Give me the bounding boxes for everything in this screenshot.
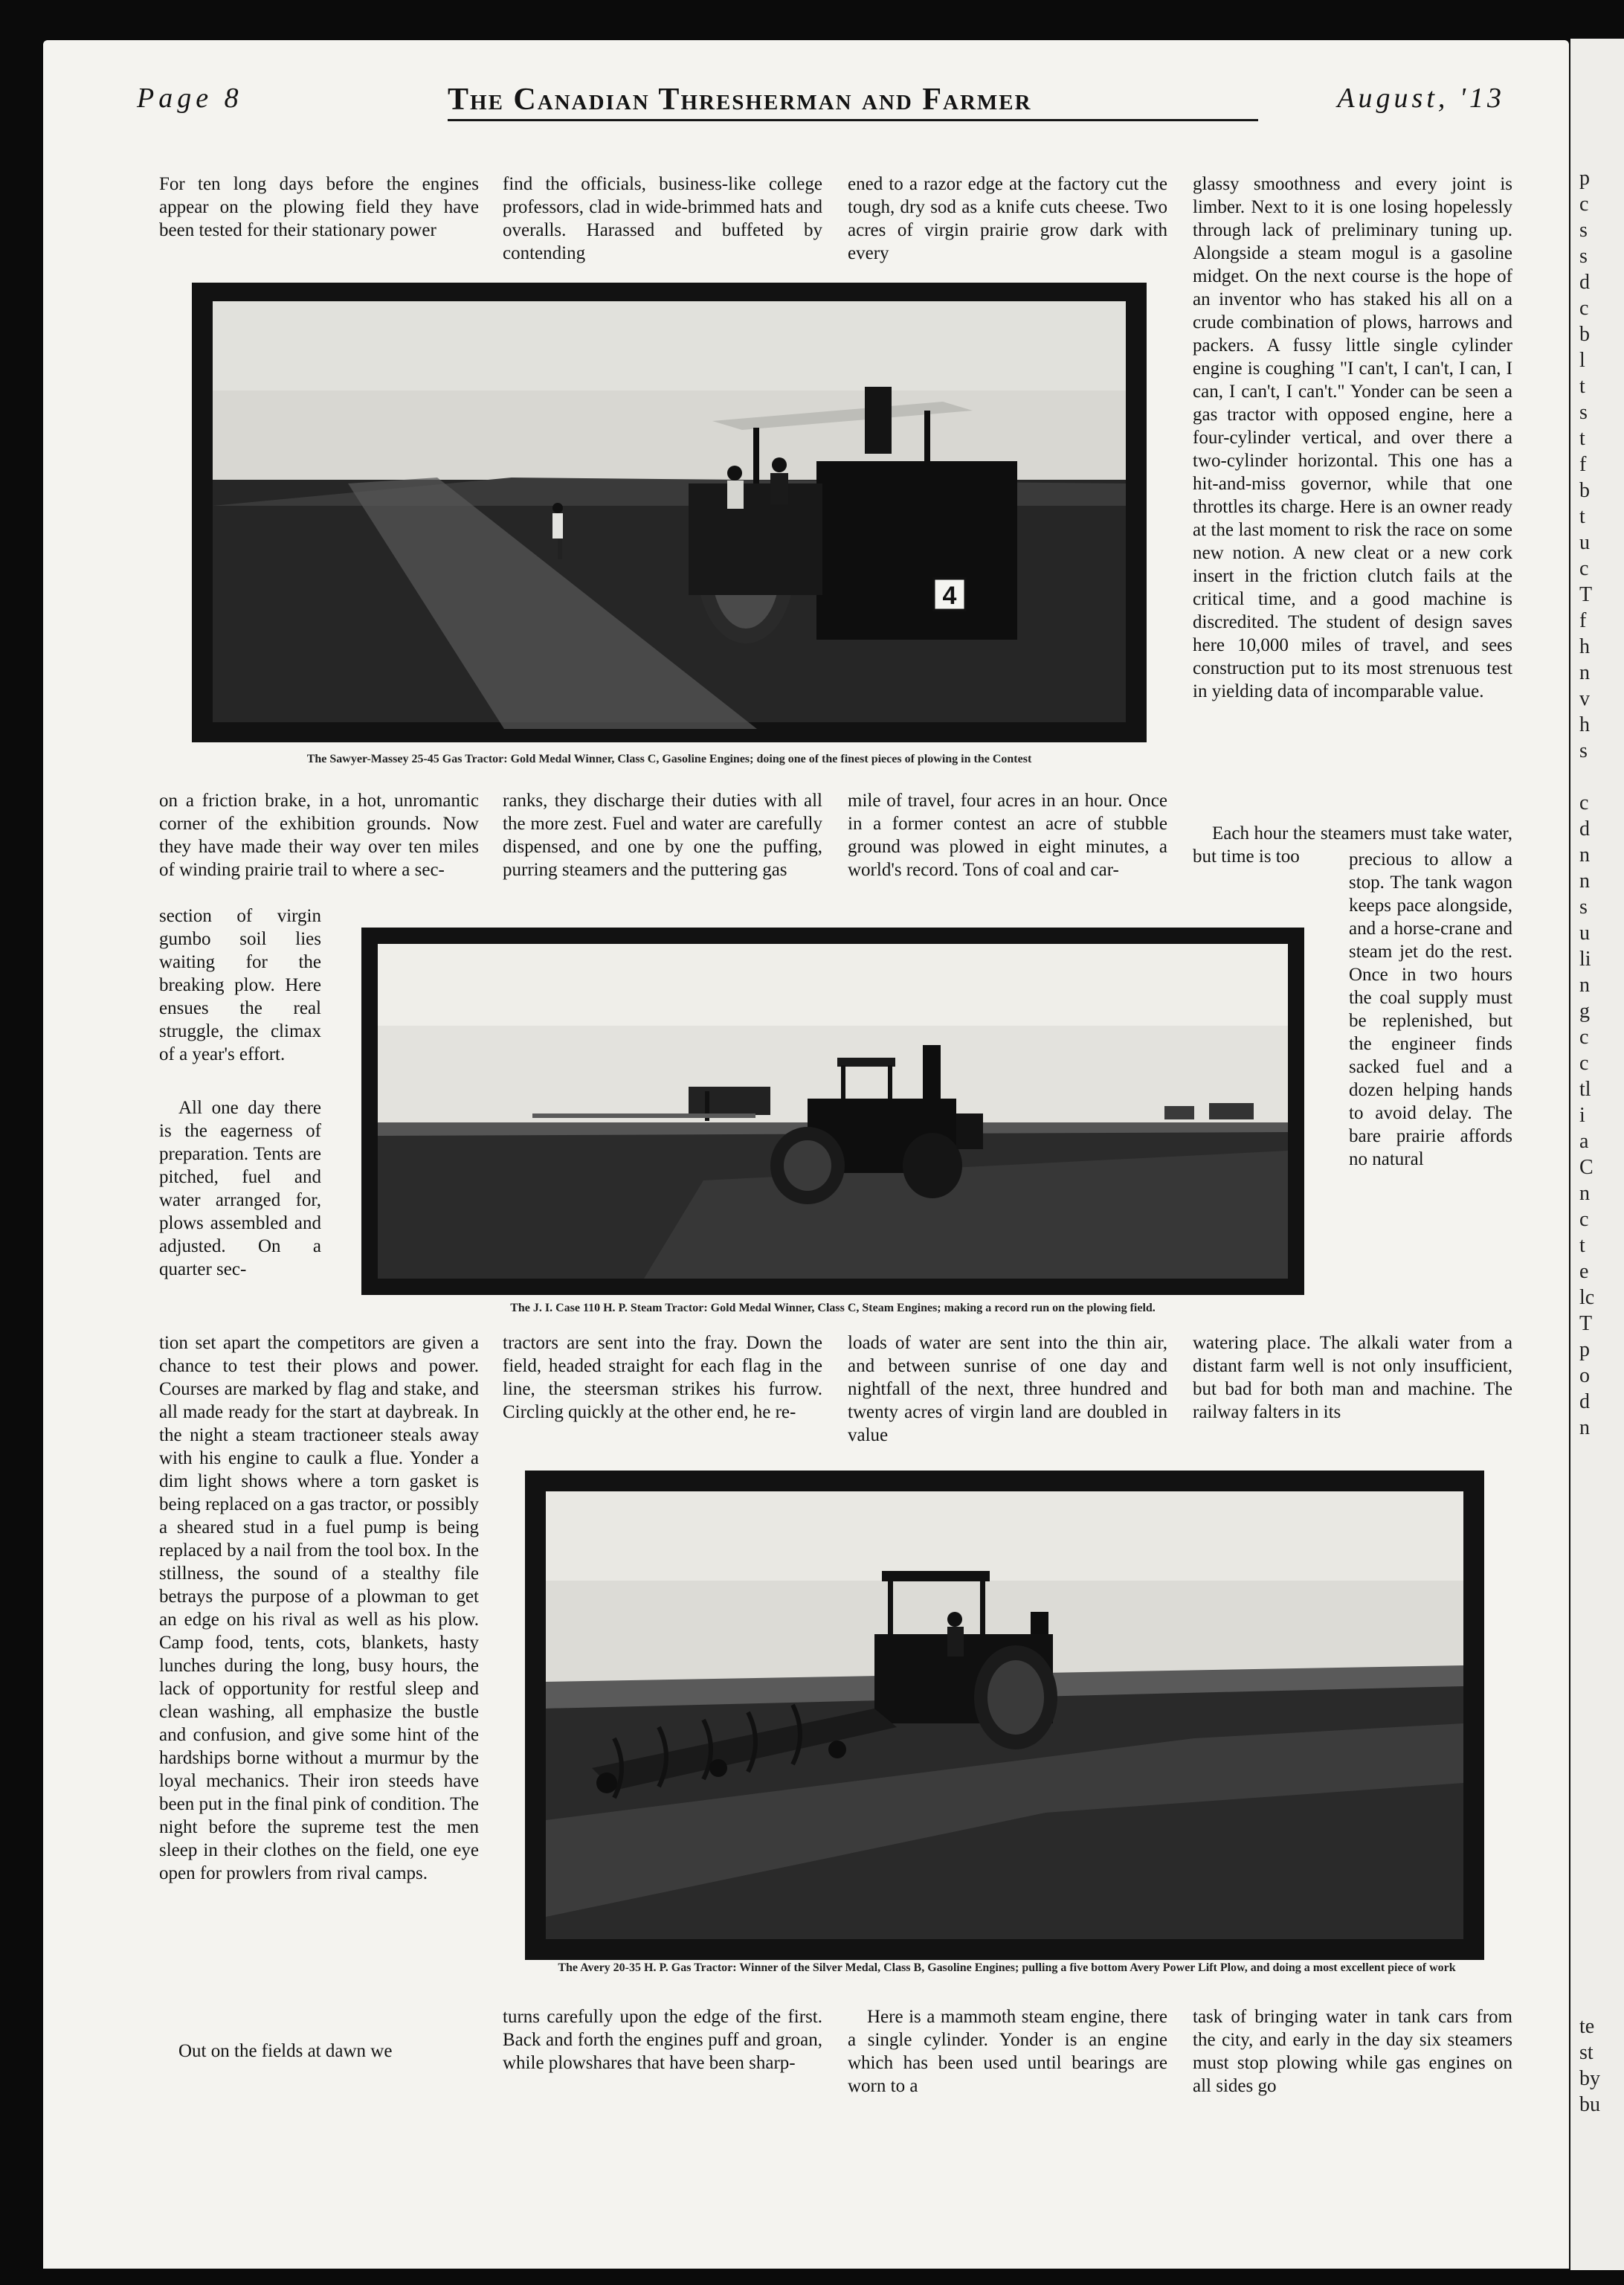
photo-case-steam-tractor — [361, 928, 1304, 1295]
caption-photo-1: The Sawyer-Massey 25-45 Gas Tractor: Gold Medal Winner, Class C, Gasoline Engines; doing one of the finest pieces of plowing in the Contest — [306, 753, 1032, 765]
column-4-lower: watering place. The alkali water from a distant farm well is not only insufficient, but bad for both man and machine. The railway falters in its — [1193, 1333, 1512, 1422]
caption-photo-3: The Avery 20-35 H. P. Gas Tractor: Winner of the Silver Medal, Class B, Gasoline Engines; pulling a five bottom Avery Power Lift Plow, and doing a most excellent piece of work — [558, 1961, 1456, 1974]
column-3-mid: mile of travel, four acres in an hour. Once in a former contest an acre of stubble ground was plowed in eight minutes, a world's record. Tons of coal and car- — [848, 791, 1167, 880]
photo-avery-gas-tractor — [525, 1471, 1484, 1960]
page-header — [137, 82, 1505, 126]
masthead-title: The Canadian Thresherman and Farmer — [448, 82, 1258, 121]
issue-date: August, '13 — [1337, 83, 1505, 114]
column-1-mid: on a friction brake, in a hot, unromantic corner of the exhibition grounds. Now they have made their way over ten miles of winding prairie trail to where a sec- — [159, 791, 479, 880]
column-1-narrow-b: All one day there is the eagerness of preparation. Tents are pitched, fuel and water arranged for, plows assembled and adjusted. On a quarter sec- — [159, 1098, 321, 1279]
column-1-narrow-a: section of virgin gumbo soil lies waiting for the breaking plow. Here ensues the real struggle, the climax of a year's effort. — [159, 906, 321, 1064]
column-1-bottom: tion set apart the competitors are given a chance to test their plows and power. Courses are marked by flag and stake, and all made ready for the start at daybreak. In the night a steam tractioneer steals away with his engine to caulk a flue. Yonder a dim light shows where a torn gasket is being replaced on a gas tractor, or possibly a sheared stud in a fuel pump is being replaced by a nail from the tool box. In the stillness, the sound of a stealthy file betrays the purpose of a plowman to get an edge on his rival as well as his plow. Camp food, tents, cots, blankets, hasty lunches during the long, busy hours, the lack of opportunity for restful sleep and clean washing, all emphasize the bustle and confusion, and give some hint of the hardships borne without a murmur by the loyal mechanics. Their iron steeds have been put in the final pink of condition. The night before the supreme test the men sleep in their clothes on the field, one eye open for prowlers from rival camps. — [159, 1333, 479, 1883]
column-4-top: glassy smoothness and every joint is limber. Next to it is one losing hopelessly through lack of preliminary tuning up. Alongside a steam mogul is a gasoline midget. On the next course is the hope of an inventor who has staked his all on a crude combination of plows, harrows and packers. A fussy little single cylinder engine is coughing "I can't, I can't, I can, I can, I can't, I can't." Yonder can be seen a gas tractor with opposed engine, here a four-cylinder vertical, and over there a two-cylinder horizontal. This one has a hit-and-miss governor, while that one throttles its charge. Here is an owner ready at the last moment to risk the race on some new notion. A new cleat or a new cork insert in the friction clutch fails at the critical time, and a good machine is discredited. The student of design saves here 10,000 miles of travel, and sees construction put to its most strenuous test in yielding data of incomparable value. — [1193, 174, 1512, 701]
tractor-number: 4 — [942, 582, 957, 610]
column-3-lower: loads of water are sent into the thin air, and between sunrise of one day and nightfall of the next, three hundred and twenty acres of virgin land are doubled in value — [848, 1333, 1167, 1445]
column-2-bottom: turns carefully upon the edge of the first. Back and forth the engines puff and groan, while plowshares that have been sharp- — [503, 2007, 822, 2073]
tractor-photo-1 — [192, 283, 1147, 742]
column-2-mid: ranks, they discharge their duties with all the more zest. Fuel and water are carefully dispensed, and one by one the puffing, purring steamers and the puttering gas — [503, 791, 822, 880]
adjacent-page-edge: p c s s d c b l t s t f b t u c T f h n v h s c d n n s u li n g c c tl i a C n c t e lc T p o d n te st by bu — [1570, 39, 1624, 2270]
column-1-top: For ten long days before the engines appear on the plowing field they have been tested for their stationary power — [159, 174, 479, 240]
column-3-bottom: Here is a mammoth steam engine, there a single cylinder. Yonder is an engine which has been used until bearings are worn to a — [848, 2007, 1167, 2096]
column-1-last: Out on the fields at dawn we — [178, 2041, 393, 2061]
column-4-bottom: task of bringing water in tank cars from the city, and early in the day six steamers must stop plowing while gas engines on all sides go — [1193, 2007, 1512, 2096]
page-number: Page 8 — [137, 83, 243, 114]
column-3-top: ened to a razor edge at the factory cut the tough, dry sod as a knife cuts cheese. Two acres of virgin prairie grow dark with every — [848, 174, 1167, 263]
tractor-photo-3 — [525, 1471, 1484, 1960]
tractor-photo-2 — [361, 928, 1304, 1295]
column-4-narrow: precious to allow a stop. The tank wagon keeps pace alongside, and a horse-crane and steam jet do the rest. Once in two hours the coal supply must be replenished, but the engineer finds sacked fuel and a dozen helping hands to avoid delay. The bare prairie affords no natural — [1349, 849, 1512, 1169]
caption-photo-2: The J. I. Case 110 H. P. Steam Tractor: Gold Medal Winner, Class C, Steam Engines; making a record run on the plowing field. — [510, 1302, 1156, 1314]
column-2-top: find the officials, business-like college professors, clad in wide-brimmed hats and overalls. Harassed and buffeted by contending — [503, 174, 822, 263]
column-2-lower: tractors are sent into the fray. Down the field, headed straight for each flag in the line, the steersman strikes his furrow. Circling quickly at the other end, he re- — [503, 1333, 822, 1422]
photo-sawyer-massey-tractor — [192, 283, 1147, 742]
column-4-mid: Each hour the steamers must take water, but time is too — [1193, 823, 1512, 867]
